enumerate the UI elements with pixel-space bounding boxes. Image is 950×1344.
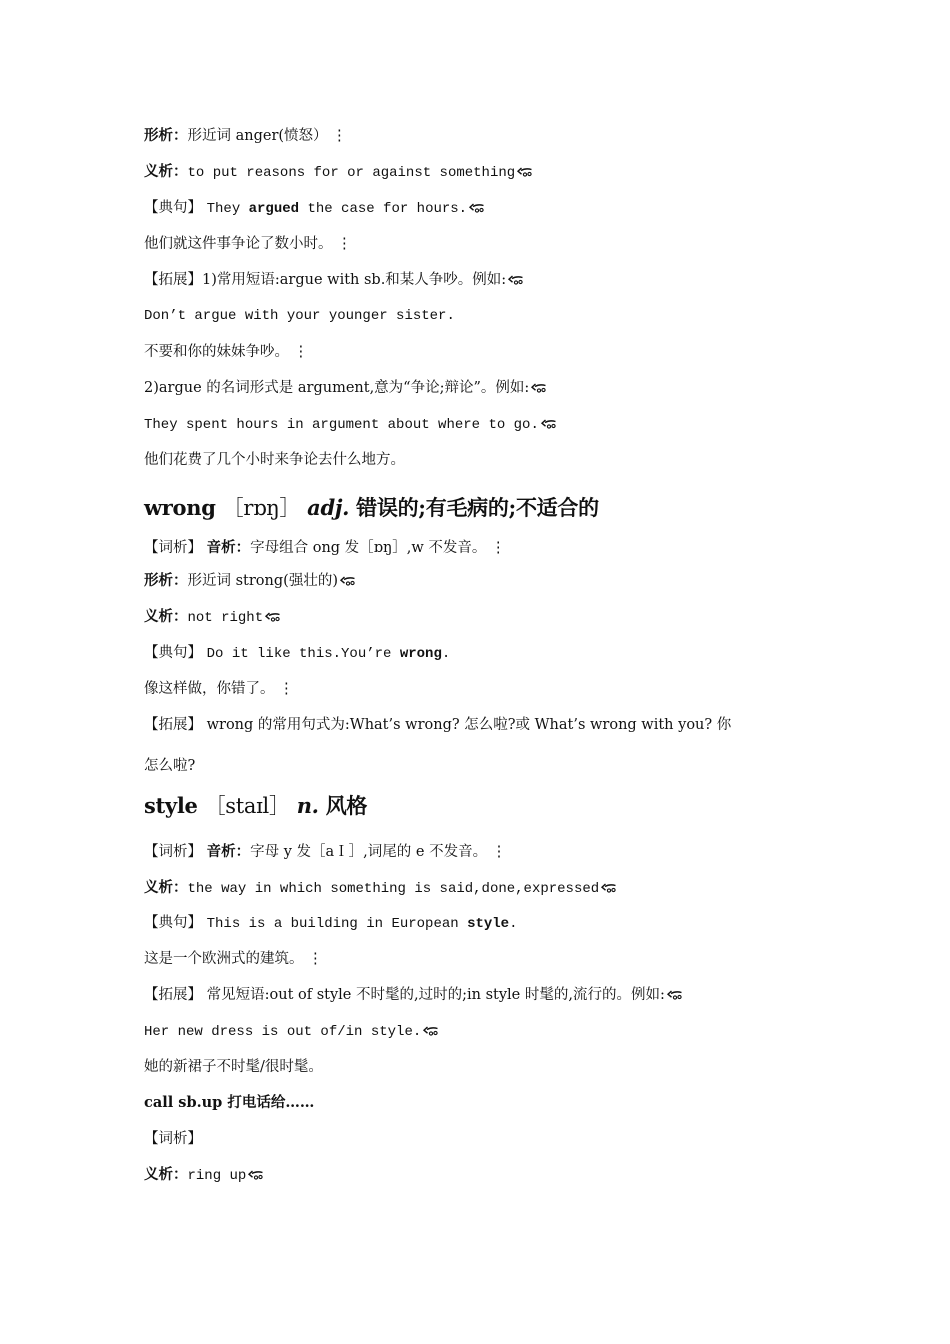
extension-tag: 【拓展】 bbox=[144, 272, 202, 288]
vertical-ellipsis-icon: ⋮ bbox=[491, 540, 506, 556]
argue-ext2-cn-line: 他们花费了几个小时来争论去什么地方。 bbox=[144, 452, 405, 468]
sound-label: 音析： bbox=[206, 843, 251, 860]
argue-form-line bbox=[144, 126, 347, 146]
meaning-text: to put reasons for or against something bbox=[187, 165, 516, 181]
extension-text: wrong 的常用句式为:What’s wrong? 怎么啦?或 What’s wrong with you? 你 bbox=[206, 717, 732, 733]
form-text: 形近词 anger(愤怒） bbox=[187, 128, 328, 144]
analysis-tag: 【词析】 bbox=[144, 844, 202, 860]
wrong-meaning-line bbox=[144, 607, 281, 628]
vertical-ellipsis-icon: ⋮ bbox=[332, 128, 347, 144]
meaning-text: not right bbox=[187, 610, 264, 626]
argue-example-cn-line bbox=[144, 234, 352, 254]
headword-meaning: 错误的;有毛病的;不适合的 bbox=[356, 495, 599, 520]
vertical-ellipsis-icon: ⋮ bbox=[337, 236, 352, 252]
argue-ext1-cn-line bbox=[144, 342, 308, 362]
meaning-label: 义析： bbox=[144, 1166, 188, 1183]
wrong-sound-line bbox=[144, 538, 506, 558]
example-translation: 像这样做，你错了。 bbox=[144, 681, 275, 697]
argue-ext1-line bbox=[144, 270, 524, 290]
extension-example: Her new dress is out of/in style. bbox=[144, 1024, 422, 1040]
argue-ext2-en-line bbox=[144, 414, 557, 435]
example-translation: 他们就这件事争论了数小时。 bbox=[144, 236, 333, 252]
paragraph-return-arrow-icon bbox=[666, 990, 683, 1000]
vertical-ellipsis-icon: ⋮ bbox=[308, 951, 323, 967]
callup-tag-line: 【词析】 bbox=[144, 1131, 202, 1147]
argue-meaning-line bbox=[144, 162, 533, 183]
wrong-ext-cont-line: 怎么啦? bbox=[144, 758, 196, 774]
paragraph-return-arrow-icon bbox=[540, 419, 557, 429]
meaning-text: ring up bbox=[187, 1168, 247, 1184]
headword: style bbox=[144, 793, 198, 818]
example-tag: 【典句】 bbox=[144, 915, 202, 931]
style-meaning-line bbox=[144, 878, 617, 899]
example-pre: Do it like this.You’re bbox=[206, 646, 400, 662]
vertical-ellipsis-icon: ⋮ bbox=[293, 344, 309, 360]
meaning-label: 义析： bbox=[144, 163, 188, 180]
example-post: the case for hours. bbox=[299, 201, 468, 217]
entry-heading-style bbox=[144, 792, 367, 820]
paragraph-return-arrow-icon bbox=[247, 1170, 264, 1180]
sound-label: 音析： bbox=[206, 539, 251, 556]
argue-ext1-en-line: Don’t argue with your younger sister. bbox=[144, 308, 455, 324]
extension-example: They spent hours in argument about where to go. bbox=[144, 417, 539, 433]
extension-text: 常见短语:out of style 不时髦的,过时的;in style 时髦的,流行的。例如: bbox=[206, 987, 665, 1003]
phonetic: ［staɪl］ bbox=[204, 794, 290, 818]
sound-text: 字母 y 发［aＩ］,词尾的 e 不发音。 bbox=[250, 844, 488, 860]
analysis-tag: 【词析】 bbox=[144, 540, 202, 556]
extension-translation: 不要和你的妹妹争吵。 bbox=[144, 344, 289, 360]
extension-text: 1)常用短语:argue with sb.和某人争吵。例如: bbox=[202, 272, 507, 288]
style-ext-line bbox=[144, 985, 683, 1005]
paragraph-return-arrow-icon bbox=[468, 203, 485, 213]
wrong-example-line bbox=[144, 643, 450, 664]
paragraph-return-arrow-icon bbox=[600, 883, 617, 893]
example-post: . bbox=[509, 916, 518, 932]
phonetic: ［rɒŋ］ bbox=[222, 496, 301, 520]
headword-meaning: 风格 bbox=[325, 793, 368, 818]
paragraph-return-arrow-icon bbox=[339, 576, 356, 586]
argue-example-line bbox=[144, 198, 485, 219]
example-tag: 【典句】 bbox=[144, 200, 202, 216]
wrong-form-line bbox=[144, 571, 356, 591]
paragraph-return-arrow-icon bbox=[516, 167, 533, 177]
part-of-speech: n. bbox=[296, 793, 319, 818]
example-translation: 这是一个欧洲式的建筑。 bbox=[144, 951, 304, 967]
paragraph-return-arrow-icon bbox=[264, 612, 281, 622]
example-keyword: wrong bbox=[399, 646, 442, 662]
paragraph-return-arrow-icon bbox=[507, 275, 524, 285]
meaning-label: 义析： bbox=[144, 608, 188, 625]
style-ext-cn-line: 她的新裙子不时髦/很时髦。 bbox=[144, 1059, 323, 1075]
vertical-ellipsis-icon: ⋮ bbox=[279, 681, 294, 697]
style-example-cn-line bbox=[144, 949, 323, 969]
entry-heading-call-up: call sb.up 打电话给…… bbox=[144, 1094, 315, 1111]
style-ext-en-line bbox=[144, 1021, 439, 1042]
callup-meaning-line bbox=[144, 1165, 264, 1186]
example-pre: This is a building in European bbox=[206, 916, 468, 932]
extension-tag: 【拓展】 bbox=[144, 717, 202, 733]
entry-heading-wrong bbox=[144, 494, 599, 522]
part-of-speech: adj. bbox=[307, 495, 350, 520]
example-pre: They bbox=[206, 201, 249, 217]
headword: wrong bbox=[144, 495, 216, 520]
example-keyword: argued bbox=[248, 201, 300, 217]
form-label: 形析： bbox=[144, 572, 188, 589]
style-example-line bbox=[144, 913, 517, 934]
form-label: 形析： bbox=[144, 127, 188, 144]
extension-text: 2)argue 的名词形式是 argument,意为“争论;辩论”。例如: bbox=[144, 380, 530, 396]
wrong-example-cn-line bbox=[144, 679, 294, 699]
example-tag: 【典句】 bbox=[144, 645, 202, 661]
wrong-ext-line bbox=[144, 715, 731, 735]
example-keyword: style bbox=[467, 916, 510, 932]
extension-tag: 【拓展】 bbox=[144, 987, 202, 1003]
style-sound-line bbox=[144, 842, 506, 862]
vertical-ellipsis-icon: ⋮ bbox=[491, 844, 507, 860]
sound-text: 字母组合 ong 发［ɒŋ］,w 不发音。 bbox=[250, 540, 487, 556]
meaning-label: 义析： bbox=[144, 879, 188, 896]
example-post: . bbox=[441, 646, 451, 662]
paragraph-return-arrow-icon bbox=[530, 383, 547, 393]
meaning-text: the way in which something is said,done,expressed bbox=[187, 881, 600, 897]
paragraph-return-arrow-icon bbox=[422, 1026, 439, 1036]
argue-ext2-line bbox=[144, 378, 547, 398]
form-text: 形近词 strong(强壮的) bbox=[187, 573, 338, 589]
